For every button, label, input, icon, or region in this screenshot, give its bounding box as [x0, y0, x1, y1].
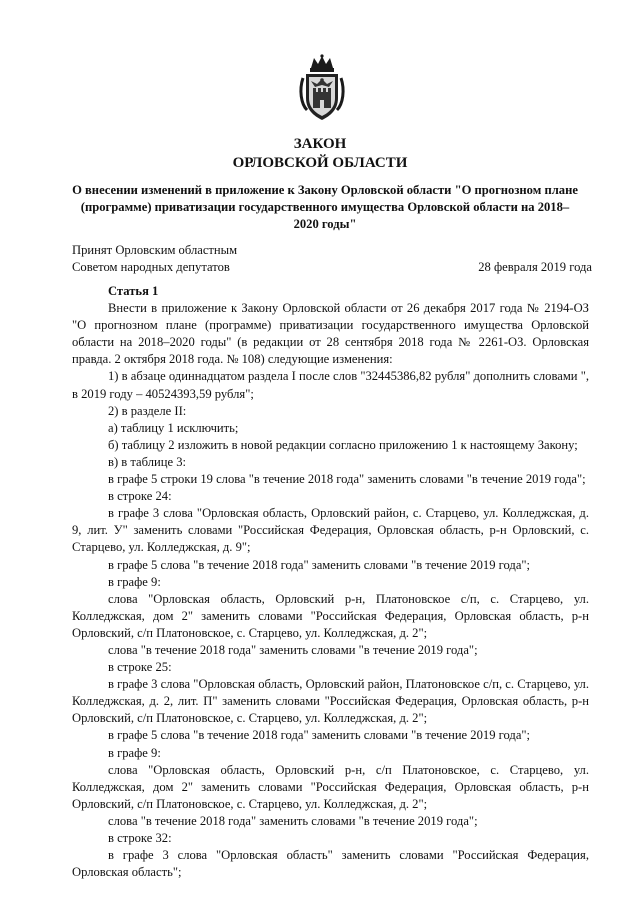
article-body	[72, 283, 589, 881]
article-paragraph: в строке 32:	[108, 831, 172, 845]
article-paragraph: Внести в приложение к Закону Орловской области от 26 декабря 2017 года № 2194-ОЗ "О прогнозном плане (программе) приватизации государственного имущества Орловской области на 2018–2020 годы" (в редакции от 28 сентября 2018 года № 2261-ОЗ. Орловская правда. 2 октября 2018 года. № 108) следующие изменения:	[72, 301, 589, 367]
article-paragraph: в графе 3 слова "Орловская область, Орловский район, с. Старцево, ул. Колледжская, д. 9, лит. У" заменить словами "Российская Федерация, Орловская область, р-н Орловский, с. Старцево, ул. Колледжская, д. 9";	[72, 506, 589, 555]
article-heading: Статья 1	[108, 284, 159, 298]
article-paragraph: в графе 9:	[108, 745, 161, 760]
article-paragraph: в графе 3 слова "Орловская область, Орловский район, Платоновское с/п, с. Старцево, ул. Колледжская, д. 2, лит. П" заменить словами "Российская Федерация, Орловская область, р-н Орловский, с/п Платоновское, с. Старцево, ул. Колледжская, д. 2";	[72, 677, 589, 726]
article-paragraph: слова "в течение 2018 года" заменить словами "в течение 2019 года";	[108, 642, 478, 657]
adopted-by-line1: Принят Орловским областным	[72, 243, 238, 257]
article-paragraph: в строке 25:	[108, 660, 172, 675]
article-paragraph: в графе 5 строки 19 слова "в течение 2018 года" заменить словами "в течение 2019 года";	[108, 472, 586, 487]
article-paragraph: б) таблицу 2 изложить в новой редакции согласно приложению 1 к настоящему Закону;	[108, 437, 578, 452]
article-paragraph: 2) в разделе II:	[108, 403, 187, 418]
article-paragraph: а) таблицу 1 исключить;	[108, 420, 239, 435]
article-paragraph: слова "в течение 2018 года" заменить словами "в течение 2019 года";	[108, 813, 478, 828]
adoption-date: 28 февраля 2019 года	[478, 260, 592, 274]
article-paragraph: в графе 9:	[108, 574, 161, 589]
adoption-block	[72, 242, 592, 276]
article-paragraph: слова "Орловская область, Орловский р-н, Платоновское с/п, с. Старцево, ул. Колледжская, дом 2" заменить словами "Российская Федерация, Орловская область, р-н Орловский, с/п Платоновское, с. Старцево, ул. Колледжская, д. 2";	[72, 591, 589, 640]
adopted-by-line2: Советом народных депутатов	[72, 260, 230, 274]
law-subject: О внесении изменений в приложение к Закону Орловской области "О прогнозном плане (программе) приватизации государственного имущества Орловской области на 2018–2020 годы"	[72, 183, 578, 231]
article-paragraph: в) в таблице 3:	[108, 454, 187, 469]
article-paragraph: слова "Орловская область, Орловский р-н, с/п Платоновское, с. Старцево, ул. Колледжская, дом 2" заменить словами "Российская Федерация, Орловская область, р-н Орловский, с/п Платоновское, с. Старцево, ул. Колледжская, д. 2";	[72, 762, 589, 811]
coat-of-arms-icon	[297, 54, 347, 122]
law-title: ЗАКОН	[293, 136, 347, 152]
article-paragraph: в строке 24:	[108, 489, 172, 504]
article-paragraph: 1) в абзаце одиннадцатом раздела I после слов "32445386,82 рубля" дополнить словами ", в 2019 году – 40524393,59 рубля";	[72, 369, 589, 401]
article-paragraph: в графе 5 слова "в течение 2018 года" заменить словами "в течение 2019 года";	[108, 557, 531, 572]
law-region-title: ОРЛОВСКОЙ ОБЛАСТИ	[232, 155, 408, 171]
article-paragraph: в графе 5 слова "в течение 2018 года" заменить словами "в течение 2019 года";	[108, 728, 531, 743]
article-paragraph: в графе 3 слова "Орловская область" заменить словами "Российская Федерация, Орловская область";	[72, 848, 589, 880]
